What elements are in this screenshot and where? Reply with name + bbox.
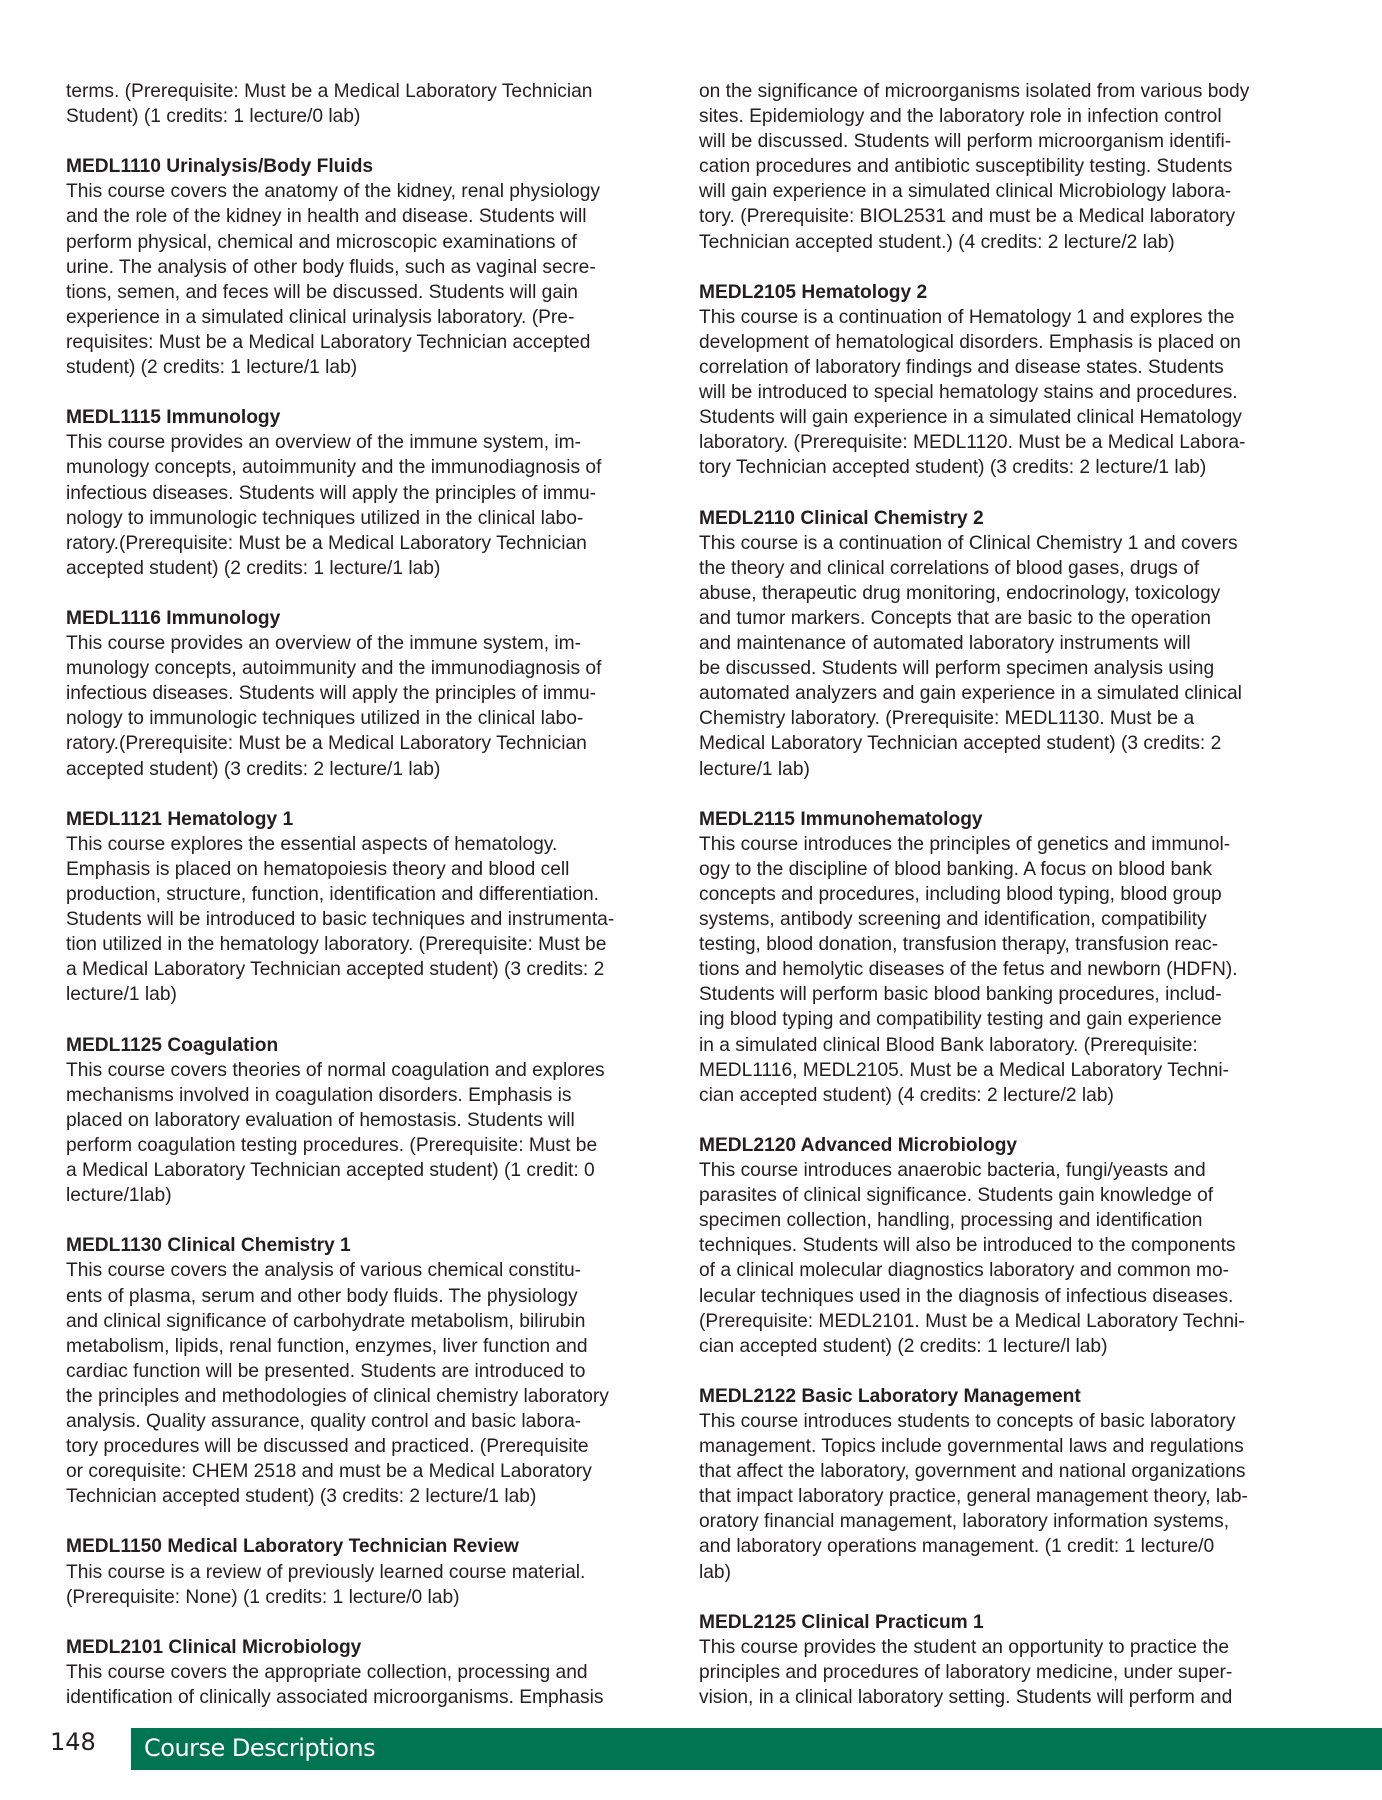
course-title: MEDL2115 Immunohematology (699, 808, 983, 830)
course-description-line: ratory.(Prerequisite: Must be a Medical Laboratory Technician (66, 532, 587, 554)
course-description-line: Students will perform basic blood banking procedures, includ- (699, 984, 1222, 1006)
course-description-line: that affect the laboratory, government and national organizations (699, 1461, 1246, 1483)
course-description-line: tions, semen, and feces will be discussed. Students will gain (66, 281, 578, 303)
course-description-line: Students will gain experience in a simulated clinical Hematology (699, 407, 1242, 429)
course-description-line: infectious diseases. Students will apply the principles of immu- (66, 482, 597, 504)
course-entry (66, 581, 666, 782)
course-entry (66, 1509, 666, 1609)
course-description-line: will be discussed. Students will perform microorganism identifi- (699, 131, 1232, 153)
course-description-line: and laboratory operations management. (1 credit: 1 lecture/0 (699, 1536, 1215, 1558)
course-description-line: Technician accepted student) (3 credits: 2 lecture/1 lab) (66, 1486, 537, 1508)
course-description-line: lecture/1 lab) (66, 984, 177, 1006)
course-description-line: ents of plasma, serum and other body fluids. The physiology (66, 1285, 578, 1307)
course-entry (66, 1610, 666, 1710)
course-entry (699, 1108, 1319, 1359)
course-description-line: tory. (Prerequisite: BIOL2531 and must be a Medical laboratory (699, 206, 1236, 228)
course-description-line: experience in a simulated clinical urinalysis laboratory. (Pre- (66, 306, 575, 328)
course-description-line: concepts and procedures, including blood typing, blood group (699, 884, 1222, 905)
course-description-line: accepted student) (3 credits: 2 lecture/1 lab) (66, 758, 441, 780)
course-title: MEDL1121 Hematology 1 (66, 808, 294, 830)
course-title: MEDL2110 Clinical Chemistry 2 (699, 507, 984, 529)
course-entry (66, 782, 666, 1008)
course-description-line: on the significance of microorganisms isolated from various body (699, 81, 1250, 102)
course-title: MEDL2122 Basic Laboratory Management (699, 1385, 1081, 1407)
course-description-line: the principles and methodologies of clinical chemistry laboratory (66, 1385, 609, 1407)
course-title: MEDL2120 Advanced Microbiology (699, 1134, 1018, 1156)
course-description-line: the theory and clinical correlations of blood gases, drugs of (699, 557, 1200, 579)
course-description-line: Chemistry laboratory. (Prerequisite: MEDL1130. Must be a (699, 708, 1195, 730)
course-description-line: This course introduces anaerobic bacteria, fungi/yeasts and (699, 1160, 1206, 1182)
right-column (699, 79, 1319, 1710)
course-description-line: This course is a continuation of Hematology 1 and explores the (699, 306, 1235, 328)
course-description-line: cation procedures and antibiotic susceptibility testing. Students (699, 156, 1233, 178)
course-description-line: This course provides an overview of the immune system, im- (66, 633, 582, 655)
page-number: 148 (50, 1728, 96, 1756)
course-description-line: will gain experience in a simulated clinical Microbiology labora- (699, 181, 1232, 203)
course-description-line: lecular techniques used in the diagnosis of infectious diseases. (699, 1285, 1234, 1307)
course-description-line: lecture/1 lab) (699, 758, 810, 780)
section-title: Course Descriptions (144, 1734, 376, 1762)
course-entry (66, 1007, 666, 1208)
course-description-line: that impact laboratory practice, general management theory, lab- (699, 1486, 1248, 1508)
course-description-line: techniques. Students will also be introduced to the components (699, 1235, 1236, 1257)
course-description-line: ing blood typing and compatibility testing and gain experience (699, 1009, 1222, 1031)
course-description-line: This course provides the student an opportunity to practice the (699, 1636, 1230, 1658)
course-description-line: ratory.(Prerequisite: Must be a Medical Laboratory Technician (66, 733, 587, 755)
course-description-line: This course covers the appropriate collection, processing and (66, 1661, 588, 1683)
course-description-line: munology concepts, autoimmunity and the immunodiagnosis of (66, 658, 602, 680)
course-entry (699, 79, 1319, 255)
course-description-line: and the role of the kidney in health and disease. Students will (66, 206, 587, 228)
course-description-line: analysis. Quality assurance, quality control and basic labora- (66, 1410, 582, 1432)
course-description-line: cian accepted student) (4 credits: 2 lecture/2 lab) (699, 1084, 1114, 1106)
course-entry (699, 1585, 1319, 1710)
course-description-line: identification of clinically associated microorganisms. Emphasis (66, 1687, 604, 1708)
course-description-line: oratory financial management, laboratory information systems, (699, 1511, 1230, 1533)
course-description-line: metabolism, lipids, renal function, enzymes, liver function and (66, 1335, 588, 1357)
course-entry (66, 129, 666, 380)
course-description-line: and tumor markers. Concepts that are basic to the operation (699, 607, 1211, 629)
course-description-line: automated analyzers and gain experience in a simulated clinical (699, 683, 1242, 705)
left-column (66, 79, 666, 1710)
course-description-line: systems, antibody screening and identification, compatibility (699, 909, 1207, 931)
course-description-line: ogy to the discipline of blood banking. A focus on blood bank (699, 858, 1213, 880)
course-entry (66, 1208, 666, 1509)
course-description-line: This course introduces the principles of genetics and immunol- (699, 833, 1231, 855)
course-description-line: perform coagulation testing procedures. (Prerequisite: Must be (66, 1134, 598, 1156)
course-title: MEDL1110 Urinalysis/Body Fluids (66, 156, 374, 178)
course-title: MEDL2125 Clinical Practicum 1 (699, 1611, 984, 1633)
course-description-line: This course covers the analysis of various chemical constitu- (66, 1260, 582, 1282)
course-entry (699, 782, 1319, 1108)
course-description-line: nology to immunologic techniques utilized in the clinical labo- (66, 507, 584, 529)
course-entry (699, 1359, 1319, 1585)
course-description-line: be discussed. Students will perform specimen analysis using (699, 658, 1215, 680)
course-description-line: MEDL1116, MEDL2105. Must be a Medical Laboratory Techni- (699, 1059, 1230, 1081)
course-title: MEDL1150 Medical Laboratory Technician Review (66, 1536, 519, 1558)
course-description-line: (Prerequisite: None) (1 credits: 1 lecture/0 lab) (66, 1586, 460, 1608)
course-description-line: specimen collection, handling, processing and identification (699, 1210, 1203, 1232)
course-description-line: tory Technician accepted student) (3 credits: 2 lecture/1 lab) (699, 457, 1207, 479)
course-description-line: student) (2 credits: 1 lecture/1 lab) (66, 357, 358, 379)
course-description-line: This course covers the anatomy of the kidney, renal physiology (66, 181, 600, 203)
course-description-line: Students will be introduced to basic techniques and instrumenta- (66, 909, 615, 931)
course-description-line: perform physical, chemical and microscopic examinations of (66, 231, 577, 253)
course-description-line: requisites: Must be a Medical Laboratory Technician accepted (66, 331, 591, 353)
course-entry (66, 79, 666, 129)
course-title: MEDL2101 Clinical Microbiology (66, 1636, 362, 1658)
course-description-line: lecture/1lab) (66, 1185, 172, 1207)
course-description-line: and maintenance of automated laboratory instruments will (699, 633, 1191, 655)
course-description-line: tions and hemolytic diseases of the fetus and newborn (HDFN). (699, 959, 1238, 981)
course-description-line: This course covers theories of normal coagulation and explores (66, 1059, 605, 1081)
course-description-line: production, structure, function, identification and differentiation. (66, 884, 599, 905)
course-description-line: accepted student) (2 credits: 1 lecture/1 lab) (66, 557, 441, 579)
course-description-line: will be introduced to special hematology stains and procedures. (699, 382, 1238, 404)
course-description-line: parasites of clinical significance. Students gain knowledge of (699, 1185, 1214, 1207)
course-description-line: (Prerequisite: MEDL2101. Must be a Medical Laboratory Techni- (699, 1310, 1245, 1332)
course-description-line: of a clinical molecular diagnostics laboratory and common mo- (699, 1260, 1230, 1282)
course-description-line: correlation of laboratory findings and disease states. Students (699, 357, 1224, 379)
course-description-line: This course is a review of previously learned course material. (66, 1561, 586, 1583)
course-description-line: cardiac function will be presented. Students are introduced to (66, 1360, 586, 1382)
course-description-line: tory procedures will be discussed and practiced. (Prerequisite (66, 1436, 589, 1458)
course-title: MEDL1115 Immunology (66, 407, 281, 429)
course-description-line: lab) (699, 1561, 731, 1583)
course-description-line: in a simulated clinical Blood Bank laboratory. (Prerequisite: (699, 1034, 1198, 1056)
course-description-line: placed on laboratory evaluation of hemostasis. Students will (66, 1109, 575, 1131)
course-description-line: tion utilized in the hematology laboratory. (Prerequisite: Must be (66, 934, 607, 956)
course-description-line: This course provides an overview of the immune system, im- (66, 432, 582, 454)
course-description-line: terms. (Prerequisite: Must be a Medical Laboratory Technician (66, 81, 593, 102)
course-description-line: laboratory. (Prerequisite: MEDL1120. Must be a Medical Labora- (699, 432, 1246, 454)
course-description-line: nology to immunologic techniques utilized in the clinical labo- (66, 708, 584, 730)
course-description-line: infectious diseases. Students will apply the principles of immu- (66, 683, 597, 705)
course-description-line: vision, in a clinical laboratory setting. Students will perform and (699, 1687, 1233, 1708)
course-description-line: development of hematological disorders. Emphasis is placed on (699, 331, 1241, 353)
course-description-line: abuse, therapeutic drug monitoring, endocrinology, toxicology (699, 582, 1221, 604)
course-title: MEDL1125 Coagulation (66, 1034, 279, 1056)
course-description-line: testing, blood donation, transfusion therapy, transfusion reac- (699, 934, 1219, 956)
course-description-line: sites. Epidemiology and the laboratory role in infection control (699, 106, 1222, 128)
course-description-line: urine. The analysis of other body fluids, such as vaginal secre- (66, 256, 596, 278)
course-title: MEDL2105 Hematology 2 (699, 281, 928, 303)
course-description-line: munology concepts, autoimmunity and the immunodiagnosis of (66, 457, 602, 479)
course-entry (66, 380, 666, 581)
course-description-line: This course explores the essential aspects of hematology. (66, 833, 558, 855)
course-title: MEDL1116 Immunology (66, 607, 281, 629)
course-description-line: Emphasis is placed on hematopoiesis theory and blood cell (66, 858, 570, 880)
course-description-line: or corequisite: CHEM 2518 and must be a Medical Laboratory (66, 1461, 592, 1483)
section-footer-bar (131, 1728, 1382, 1770)
course-description-line: and clinical significance of carbohydrate metabolism, bilirubin (66, 1310, 586, 1332)
course-description-line: a Medical Laboratory Technician accepted student) (1 credit: 0 (66, 1160, 595, 1182)
course-description-line: Medical Laboratory Technician accepted student) (3 credits: 2 (699, 733, 1222, 755)
course-entry (699, 255, 1319, 481)
course-title: MEDL1130 Clinical Chemistry 1 (66, 1235, 351, 1257)
course-description-line: Technician accepted student.) (4 credits: 2 lecture/2 lab) (699, 231, 1175, 253)
course-description-line: management. Topics include governmental laws and regulations (699, 1436, 1244, 1458)
course-description-line: mechanisms involved in coagulation disorders. Emphasis is (66, 1084, 572, 1106)
course-description-line: This course introduces students to concepts of basic laboratory (699, 1410, 1236, 1432)
course-entry (699, 481, 1319, 782)
course-description-line: principles and procedures of laboratory medicine, under super- (699, 1661, 1233, 1683)
course-description-line: Student) (1 credits: 1 lecture/0 lab) (66, 106, 361, 128)
course-description-line: cian accepted student) (2 credits: 1 lecture/l lab) (699, 1335, 1108, 1357)
course-description-line: a Medical Laboratory Technician accepted student) (3 credits: 2 (66, 959, 605, 981)
course-description-line: This course is a continuation of Clinical Chemistry 1 and covers (699, 532, 1238, 554)
